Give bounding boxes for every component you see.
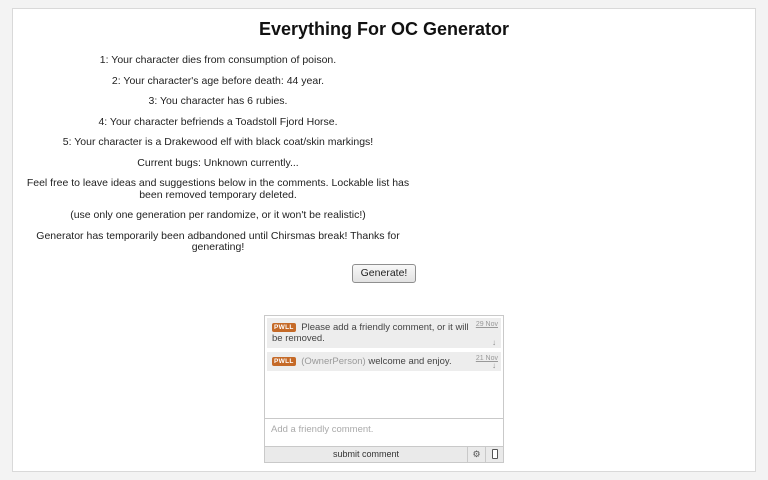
abandonment-note-line: Generator has temporarily been adbandoned until Chirsmas break! Thanks for generating!	[36, 229, 400, 253]
mobile-icon[interactable]	[486, 447, 503, 462]
comment-text: Please add a friendly comment, or it will be removed.	[272, 321, 469, 344]
generated-line: 5: Your character is a Drakewood elf with black coat/skin markings!	[62, 136, 374, 148]
generated-lines	[18, 55, 418, 254]
comment-list	[265, 316, 503, 418]
info-line: Feel free to leave ideas and suggestions below in the comments. Lockable list has been removed temporary deleted.	[26, 177, 410, 201]
current-bugs-line: Current bugs: Unknown currently...	[137, 156, 299, 169]
usage-note-line: (use only one generation per randomize, or it won't be realistic!)	[70, 209, 366, 221]
generate-button[interactable]: Generate!	[352, 264, 417, 283]
user-badge[interactable]: PWLL	[274, 357, 294, 365]
generated-line: 1: Your character dies from consumption of poison.	[99, 54, 337, 66]
gear-icon[interactable]: ⚙	[468, 447, 486, 462]
collapse-arrow-icon[interactable]: ↓	[492, 337, 496, 347]
comment-date[interactable]: 29 Nov	[475, 320, 498, 328]
page-panel	[12, 8, 756, 472]
comment-row	[267, 318, 501, 348]
generated-line: 3: You character has 6 rubies.	[148, 95, 288, 107]
comment-row	[267, 352, 501, 371]
page-title: Everything For OC Generator	[258, 19, 510, 39]
collapse-arrow-icon[interactable]: ↓	[492, 360, 496, 370]
comment-text: welcome and enjoy.	[368, 355, 452, 367]
generated-line: 4: Your character befriends a Toadstoll Fjord Horse.	[98, 115, 338, 128]
comment-widget	[264, 315, 504, 463]
comment-date[interactable]: 21 Nov	[475, 354, 498, 362]
generated-line: 2: Your character's age before death: 44 year.	[111, 74, 325, 87]
comment-author: (OwnerPerson)	[301, 355, 366, 367]
comment-input[interactable]	[265, 418, 503, 446]
comment-widget-footer	[265, 446, 503, 462]
user-badge[interactable]: PWLL	[274, 323, 294, 331]
submit-comment-button[interactable]: submit comment	[265, 447, 468, 462]
generate-row	[13, 263, 755, 283]
